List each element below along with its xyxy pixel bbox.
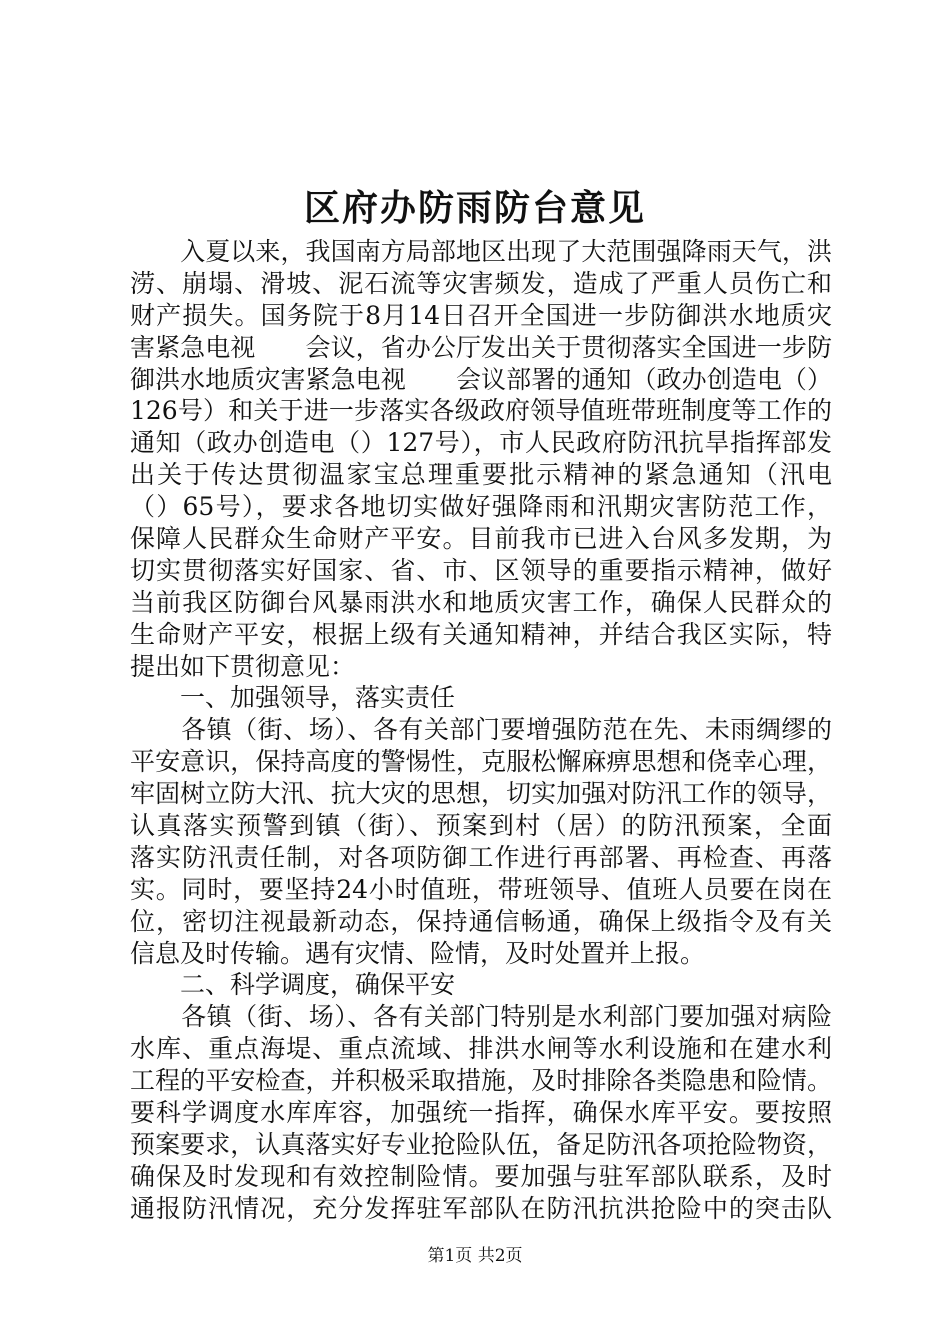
document-title: 区府办防雨防台意见 [303, 187, 646, 229]
body-line: 预案要求，认真落实好专业抢险队伍，备足防汛各项抢险物资， [130, 1129, 832, 1159]
body-line: 认真落实预警到镇（街）、预案到村（居）的防汛预案，全面 [130, 811, 832, 841]
body-line: 信息及时传输。遇有灾情、险情，及时处置并上报。 [130, 938, 706, 968]
body-line: 入夏以来，我国南方局部地区出现了大范围强降雨天气，洪 [130, 237, 832, 266]
body-line: 提出如下贯彻意见： [130, 651, 356, 681]
document-body [130, 236, 832, 1225]
body-line: 通报防汛情况，充分发挥驻军部队在防汛抗洪抢险中的突击队 [130, 1193, 832, 1223]
body-line: 位，密切注视最新动态，保持通信畅通，确保上级指令及有关 [130, 906, 832, 936]
body-line: （）65号），要求各地切实做好强降雨和汛期灾害防范工作， [130, 492, 832, 522]
body-line: 御洪水地质灾害紧急电视 会议部署的通知（政办创造电（） [130, 364, 832, 394]
body-line: 二、科学调度，确保平安 [130, 970, 456, 1000]
body-line: 财产损失。国务院于8月14日召开全国进一步防御洪水地质灾 [130, 300, 832, 330]
body-line: 工程的平安检查，并积极采取措施，及时排除各类隐患和险情。 [130, 1066, 832, 1096]
body-line: 保障人民群众生命财产平安。目前我市已进入台风多发期，为 [130, 524, 832, 554]
body-line: 平安意识，保持高度的警惕性，克服松懈麻痹思想和侥幸心理， [130, 747, 832, 777]
body-line: 落实防汛责任制，对各项防御工作进行再部署、再检查、再落 [130, 842, 832, 872]
body-line: 涝、崩塌、滑坡、泥石流等灾害频发，造成了严重人员伤亡和 [130, 268, 832, 298]
body-line: 各镇（街、场）、各有关部门要增强防范在先、未雨绸缪的 [130, 715, 832, 745]
body-line: 当前我区防御台风暴雨洪水和地质灾害工作，确保人民群众的 [130, 587, 832, 617]
body-line: 牢固树立防大汛、抗大灾的思想，切实加强对防汛工作的领导， [130, 779, 832, 809]
page-footer: 第1页 共2页 [427, 1246, 523, 1266]
body-line: 126号）和关于进一步落实各级政府领导值班带班制度等工作的 [130, 396, 832, 426]
body-line: 水库、重点海堤、重点流域、排洪水闸等水利设施和在建水利 [130, 1034, 832, 1064]
body-line: 切实贯彻落实好国家、省、市、区领导的重要指示精神，做好 [130, 555, 832, 585]
body-line: 确保及时发现和有效控制险情。要加强与驻军部队联系，及时 [130, 1161, 832, 1191]
body-line: 实。同时，要坚持24小时值班，带班领导、值班人员要在岗在 [130, 874, 832, 904]
body-line: 生命财产平安，根据上级有关通知精神，并结合我区实际，特 [130, 619, 832, 649]
body-line: 通知（政办创造电（）127号），市人民政府防汛抗旱指挥部发 [130, 428, 832, 458]
body-line: 害紧急电视 会议，省办公厅发出关于贯彻落实全国进一步防 [130, 332, 832, 362]
body-line: 各镇（街、场）、各有关部门特别是水利部门要加强对病险 [130, 1002, 832, 1032]
body-line: 出关于传达贯彻温家宝总理重要批示精神的紧急通知（汛电 [130, 460, 832, 490]
body-line: 一、加强领导，落实责任 [130, 683, 456, 713]
body-line: 要科学调度水库库容，加强统一指挥，确保水库平安。要按照 [130, 1098, 832, 1128]
